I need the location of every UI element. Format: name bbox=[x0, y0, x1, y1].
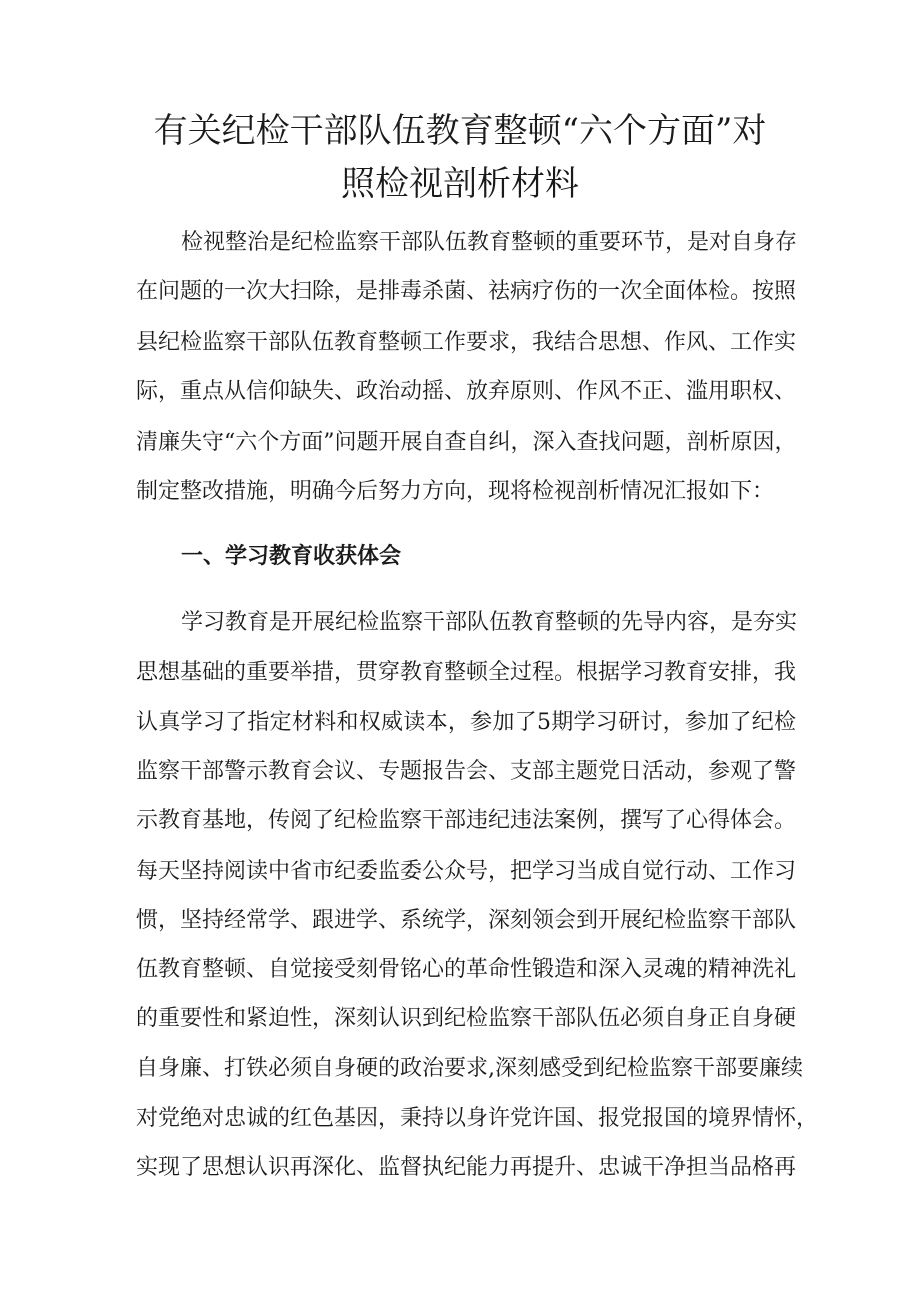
section-line: 示教育基地，传阅了纪检监察干部违纪违法案例，撰写了心得体会。 bbox=[136, 808, 797, 833]
section-line: 认真学习了指定材料和权威读本，参加了5期学习研讨，参加了纪检 bbox=[136, 710, 796, 735]
document-title-line-1: 有关纪检干部队伍教育整顿“六个方面”对 bbox=[153, 111, 767, 151]
section-line: 的重要性和紧迫性，深刻认识到纪检监察干部队伍必须自身正自身硬 bbox=[136, 1006, 797, 1031]
section-heading: 一、学习教育收获体会 bbox=[181, 544, 402, 569]
section-line: 学习教育是开展纪检监察干部队伍教育整顿的先导内容，是夯实 bbox=[181, 610, 798, 635]
section-line: 每天坚持阅读中省市纪委监委公众号，把学习当成自觉行动、工作习 bbox=[136, 859, 797, 884]
intro-line: 清廉失守“六个方面”问题开展自查自纠，深入查找问题，剖析原因， bbox=[136, 430, 797, 455]
section-line: 惯，坚持经常学、跟进学、系统学，深刻领会到开展纪检监察干部队 bbox=[136, 908, 797, 933]
section-line: 伍教育整顿、自觉接受刻骨铭心的革命性锻造和深入灵魂的精神洗礼 bbox=[136, 957, 797, 982]
intro-line: 检视整治是纪检监察干部队伍教育整顿的重要环节，是对自身存 bbox=[181, 230, 798, 255]
intro-line: 制定整改措施，明确今后努力方向，现将检视剖析情况汇报如下： bbox=[136, 479, 775, 504]
intro-line: 际，重点从信仰缺失、政治动摇、放弃原则、作风不正、滥用职权、 bbox=[136, 379, 797, 404]
section-line: 自身廉、打铁必须自身硬的政治要求,深刻感受到纪检监察干部要廉续 bbox=[136, 1056, 803, 1081]
intro-line: 县纪检监察干部队伍教育整顿工作要求，我结合思想、作风、工作实 bbox=[136, 330, 797, 355]
section-line: 对党绝对忠诚的红色基因，秉持以身许党许国、报党报国的境界情怀， bbox=[136, 1106, 819, 1131]
section-line: 监察干部警示教育会议、专题报告会、支部主题党日活动，参观了警 bbox=[136, 759, 797, 784]
document-title-line-2: 照检视剖析材料 bbox=[341, 164, 579, 204]
intro-line: 在问题的一次大扫除，是排毒杀菌、祛病疗伤的一次全面体检。按照 bbox=[136, 279, 797, 304]
section-line: 思想基础的重要举措，贯穿教育整顿全过程。根据学习教育安排，我 bbox=[136, 660, 797, 685]
section-line: 实现了思想认识再深化、监督执纪能力再提升、忠诚干净担当品格再 bbox=[136, 1155, 797, 1180]
